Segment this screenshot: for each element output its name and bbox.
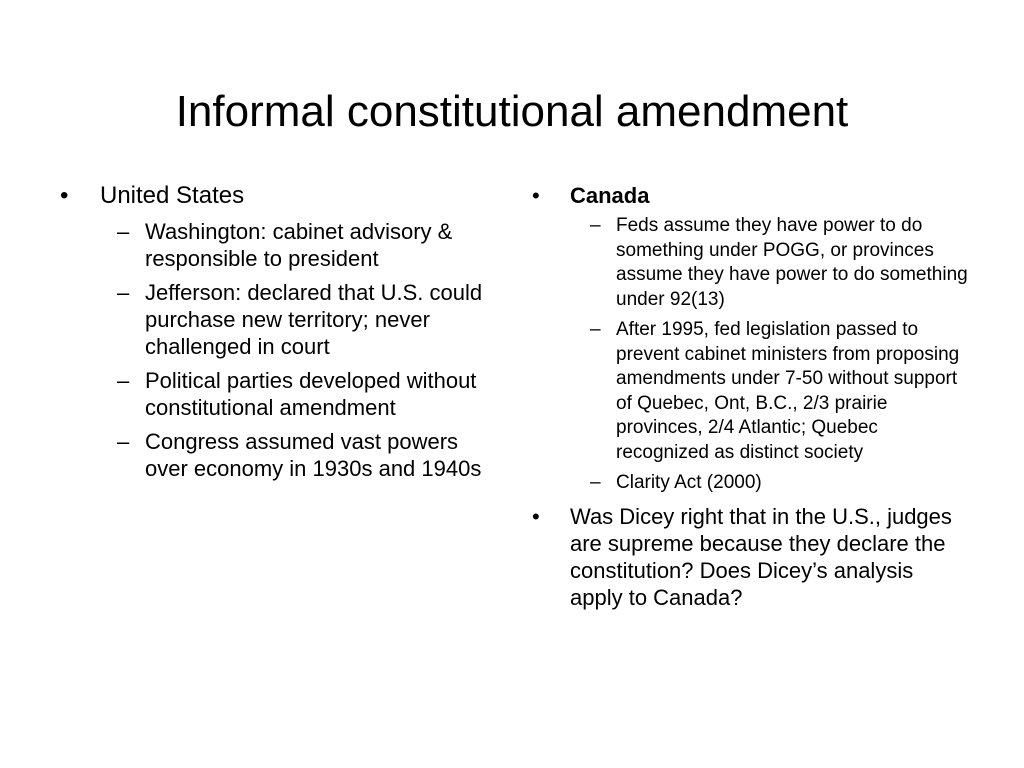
sub-item-text: Feds assume they have power to do something under POGG, or provinces assume they have power to do something under 92(13) xyxy=(616,215,968,310)
bullet-icon: • xyxy=(532,503,540,529)
bullet-dicey-question xyxy=(530,503,970,611)
sub-item-text: Jefferson: declared that U.S. could purchase new territory; never challenged in court xyxy=(145,280,483,359)
dash-icon: – xyxy=(117,368,130,393)
sub-item xyxy=(100,367,498,421)
dash-icon: – xyxy=(590,472,601,493)
sub-item xyxy=(570,471,970,496)
bullet-text: United States xyxy=(100,182,245,209)
sub-item-text: Clarity Act (2000) xyxy=(616,472,762,493)
sub-item-text: Washington: cabinet advisory & responsible to president xyxy=(145,219,453,271)
sub-item-text: Political parties developed without constitutional amendment xyxy=(145,368,477,420)
dash-icon: – xyxy=(117,429,130,454)
bullet-text: Canada xyxy=(570,183,650,208)
bullet-united-states xyxy=(58,182,498,482)
sub-item-text: After 1995, fed legislation passed to prevent cabinet ministers from proposing amendments under 7-50 without support of Quebec, Ont, B.C., 2/3 prairie provinces, 2/4 Atlantic; Quebec recognized as distinct society xyxy=(616,319,960,463)
dash-icon: – xyxy=(590,319,601,340)
bullet-canada xyxy=(530,182,970,496)
dash-icon: – xyxy=(590,215,601,236)
sub-list xyxy=(100,218,498,482)
dash-icon: – xyxy=(117,219,130,244)
right-column xyxy=(530,182,970,618)
sub-item xyxy=(570,214,970,312)
bullet-icon: • xyxy=(532,183,540,208)
sub-item xyxy=(100,428,498,482)
slide-title: Informal constitutional amendment xyxy=(175,87,849,136)
left-column xyxy=(58,182,498,489)
sub-item xyxy=(100,218,498,272)
bullet-icon: • xyxy=(60,182,69,209)
sub-item xyxy=(100,279,498,360)
sub-item xyxy=(570,318,970,465)
sub-item-text: Congress assumed vast powers over economy in 1930s and 1940s xyxy=(145,429,482,481)
bullet-text: Was Dicey right that in the U.S., judges are supreme because they declare the constitution? Does Dicey’s analysis apply to Canada? xyxy=(570,503,952,610)
dash-icon: – xyxy=(117,280,130,305)
sub-list xyxy=(570,214,970,496)
